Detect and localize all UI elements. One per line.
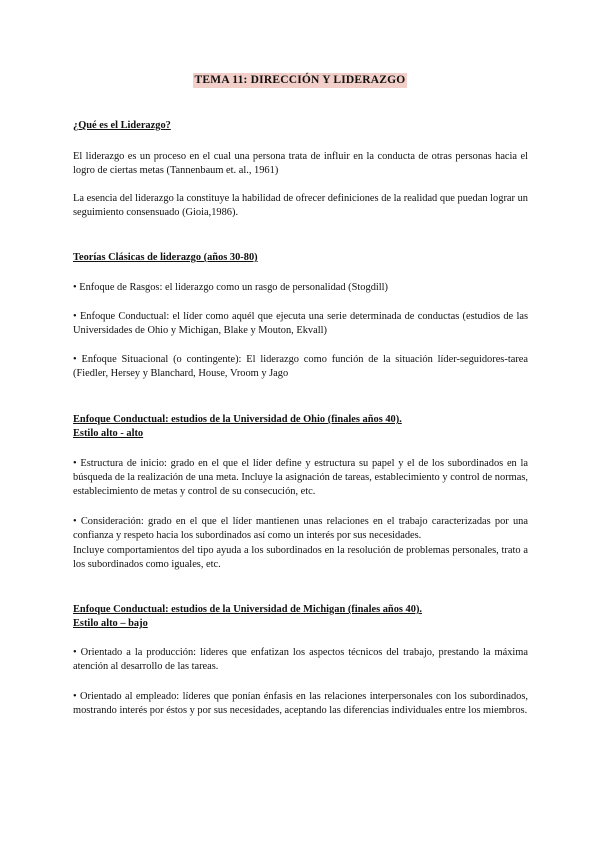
- bullet-orientado-empleado: • Orientado al empleado: líderes que ponían énfasis en las relaciones interpersonales con los subordinados, mostrando interés por éstos y por sus necesidades, aceptando las diferencias individuales entre los miembros.: [73, 690, 528, 718]
- paragraph-definition: El liderazgo es un proceso en el cual una persona trata de influir en la conducta de otras personas hacia el logro de ciertas metas (Tannenbaum et. al., 1961): [73, 151, 528, 176]
- bullet-consideracion: • Consideración: grado en el que el líder mantienen unas relaciones en el trabajo caracterizadas por una confianza y respeto hacia los subordinados así como un interés por sus necesidades.: [73, 515, 528, 543]
- document-title: TEMA 11: DIRECCIÓN Y LIDERAZGO: [194, 74, 406, 86]
- bullet-conductual: • Enfoque Conductual: el líder como aquél que ejecuta una serie determinada de conductas (estudios de las Universidades de Ohio y Michigan, Blake y Mouton, Ekvall): [73, 310, 528, 338]
- bullet-orientado-produccion: • Orientado a la producción: líderes que enfatizan los aspectos técnicos del trabajo, prestando la máxima atención al desarrollo de las tareas.: [73, 646, 528, 674]
- section-heading-que-es-liderazgo: ¿Qué es el Liderazgo?: [73, 120, 171, 131]
- subheading-estilo-alto-alto: Estilo alto - alto: [73, 428, 144, 439]
- section-heading-michigan: Enfoque Conductual: estudios de la Universidad de Michigan (finales años 40).: [73, 604, 422, 615]
- paragraph-comportamientos: Incluye comportamientos del tipo ayuda a los subordinados en la resolución de problemas personales, trato a los subordinados como iguales, etc.: [73, 545, 528, 570]
- subheading-estilo-alto-bajo: Estilo alto – bajo: [73, 618, 148, 629]
- title-wrap: [0, 73, 600, 88]
- bullet-rasgos: • Enfoque de Rasgos: el liderazgo como un rasgo de personalidad (Stogdill): [73, 281, 528, 295]
- bullet-situacional: • Enfoque Situacional (o contingente): El liderazgo como función de la situación líder-seguidores-tarea (Fiedler, Hersey y Blanchard, House, Vroom y Jago: [73, 353, 528, 381]
- paragraph-essence: La esencia del liderazgo la constituye la habilidad de ofrecer definiciones de la realidad que puedan lograr un seguimiento consensuado (Gioia,1986).: [73, 193, 528, 218]
- bullet-estructura-inicio: • Estructura de inicio: grado en el que el líder define y estructura su papel y el de los subordinados en la búsqueda de la realización de una meta. Incluye la asignación de tareas, establecimiento y control de normas, establecimiento de metas y control de su consecución, etc.: [73, 457, 528, 499]
- section-heading-ohio: Enfoque Conductual: estudios de la Universidad de Ohio (finales años 40).: [73, 414, 402, 425]
- section-heading-teorias-clasicas: Teorías Clásicas de liderazgo (años 30-80): [73, 252, 258, 263]
